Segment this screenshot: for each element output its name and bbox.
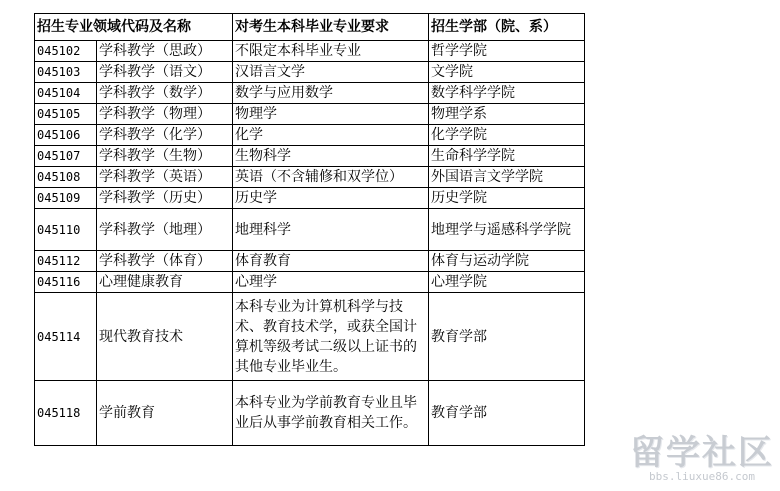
requirement: 体育教育 (233, 251, 429, 272)
major-name: 学科教学（数学） (97, 83, 233, 104)
major-code: 045114 (35, 293, 97, 381)
school: 哲学学院 (429, 41, 585, 62)
requirement: 心理学 (233, 272, 429, 293)
major-code: 045103 (35, 62, 97, 83)
requirement: 化学 (233, 125, 429, 146)
header-school: 招生学部（院、系） (429, 14, 585, 41)
table-row (35, 293, 585, 381)
table-header-row (35, 14, 585, 41)
major-code: 045102 (35, 41, 97, 62)
requirement: 数学与应用数学 (233, 83, 429, 104)
table-row (35, 381, 585, 446)
requirement: 地理科学 (233, 209, 429, 251)
major-name: 学科教学（物理） (97, 104, 233, 125)
major-name: 学科教学（化学） (97, 125, 233, 146)
major-code: 045105 (35, 104, 97, 125)
major-name: 现代教育技术 (97, 293, 233, 381)
table-row (35, 167, 585, 188)
major-name: 学前教育 (97, 381, 233, 446)
table-row (35, 272, 585, 293)
requirement: 生物科学 (233, 146, 429, 167)
school: 教育学部 (429, 293, 585, 381)
major-name: 学科教学（语文） (97, 62, 233, 83)
header-major-code-name: 招生专业领域代码及名称 (35, 14, 233, 41)
major-code: 045109 (35, 188, 97, 209)
requirement: 不限定本科毕业专业 (233, 41, 429, 62)
major-code: 045106 (35, 125, 97, 146)
table-row (35, 41, 585, 62)
header-undergrad-requirement: 对考生本科毕业专业要求 (233, 14, 429, 41)
school: 外国语言文学学院 (429, 167, 585, 188)
major-name: 学科教学（体育） (97, 251, 233, 272)
table-row (35, 125, 585, 146)
school: 教育学部 (429, 381, 585, 446)
requirement: 本科专业为计算机科学与技术、教育技术学，或获全国计算机等级考试二级以上证书的其他专业毕业生。 (233, 293, 429, 381)
requirement: 物理学 (233, 104, 429, 125)
school: 生命科学学院 (429, 146, 585, 167)
school: 心理学院 (429, 272, 585, 293)
school: 历史学院 (429, 188, 585, 209)
majors-table (34, 13, 585, 446)
major-name: 学科教学（英语） (97, 167, 233, 188)
major-name: 心理健康教育 (97, 272, 233, 293)
table-row (35, 146, 585, 167)
school: 文学院 (429, 62, 585, 83)
watermark-logo: 留学社区 (630, 433, 774, 473)
watermark-url: bbs.liuxue86.com (649, 470, 755, 483)
table-row (35, 83, 585, 104)
table-row (35, 251, 585, 272)
school: 数学科学学院 (429, 83, 585, 104)
major-code: 045107 (35, 146, 97, 167)
major-code: 045108 (35, 167, 97, 188)
requirement: 本科专业为学前教育专业且毕业后从事学前教育相关工作。 (233, 381, 429, 446)
school: 体育与运动学院 (429, 251, 585, 272)
major-name: 学科教学（历史） (97, 188, 233, 209)
school: 物理学系 (429, 104, 585, 125)
major-code: 045112 (35, 251, 97, 272)
major-code: 045104 (35, 83, 97, 104)
table-row (35, 209, 585, 251)
major-name: 学科教学（地理） (97, 209, 233, 251)
major-name: 学科教学（思政） (97, 41, 233, 62)
school: 地理学与遥感科学学院 (429, 209, 585, 251)
table-row (35, 62, 585, 83)
major-name: 学科教学（生物） (97, 146, 233, 167)
requirement: 汉语言文学 (233, 62, 429, 83)
table-row (35, 188, 585, 209)
site-watermark (630, 435, 774, 483)
school: 化学学院 (429, 125, 585, 146)
major-code: 045110 (35, 209, 97, 251)
major-code: 045118 (35, 381, 97, 446)
table-row (35, 104, 585, 125)
major-code: 045116 (35, 272, 97, 293)
requirement: 英语（不含辅修和双学位） (233, 167, 429, 188)
requirement: 历史学 (233, 188, 429, 209)
